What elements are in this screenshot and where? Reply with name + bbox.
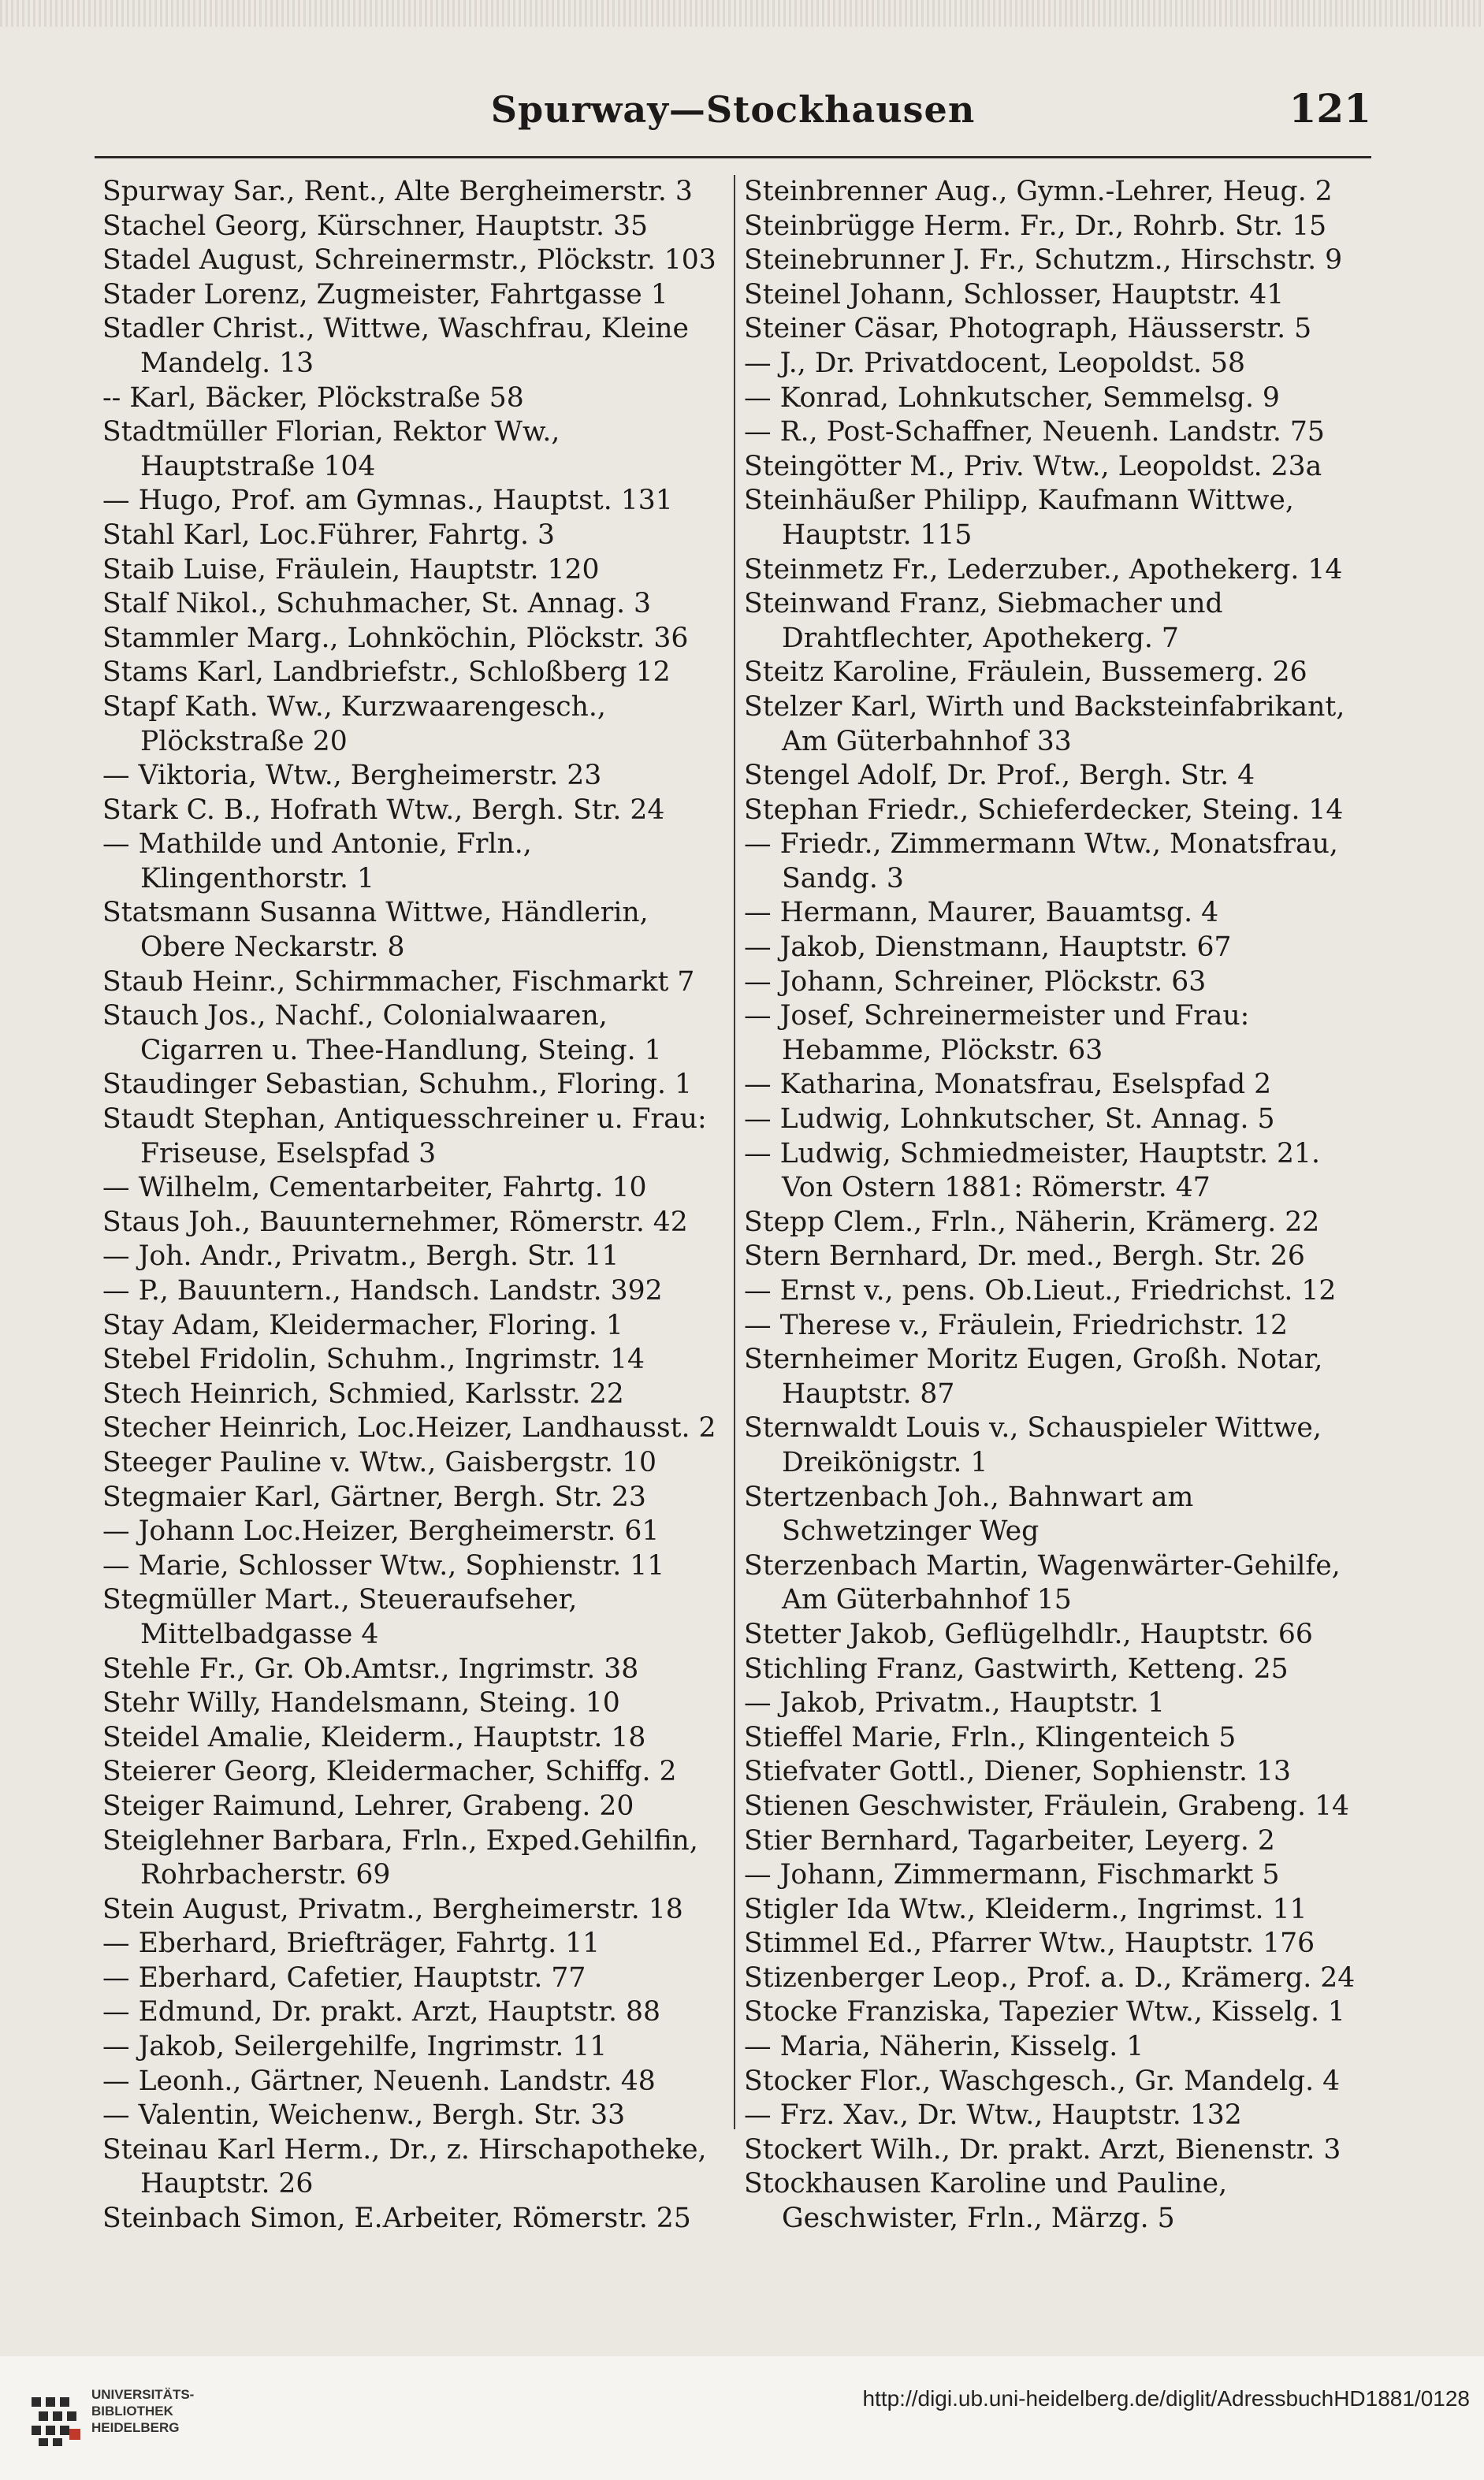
directory-entry: Stark C. B., Hofrath Wtw., Bergh. Str. 24 (102, 794, 665, 826)
directory-entry: Steinau Karl Herm., Dr., z. Hirschapotheke, Hauptstr. 26 (102, 2133, 707, 2200)
directory-entry: Stammler Marg., Lohnköchin, Plöckstr. 36 (102, 622, 689, 654)
header-rule (95, 156, 1371, 158)
directory-entry: — Friedr., Zimmermann Wtw., Monatsfrau, Sandg. 3 (744, 828, 1338, 894)
library-name-line: BIBLIOTHEK (91, 2404, 173, 2419)
directory-entry: — Ludwig, Schmiedmeister, Hauptstr. 21. Von Ostern 1881: Römerstr. 47 (744, 1137, 1321, 1204)
directory-entry: Stebel Fridolin, Schuhm., Ingrimstr. 14 (102, 1344, 645, 1376)
directory-entry: — Hugo, Prof. am Gymnas., Hauptst. 131 (102, 485, 673, 517)
directory-entry: — Maria, Näherin, Kisselg. 1 (744, 2031, 1144, 2063)
directory-entry: Steinbrenner Aug., Gymn.-Lehrer, Heug. 2 (744, 176, 1333, 207)
directory-entry: Sternwaldt Louis v., Schauspieler Wittwe, Dreikönigstr. 1 (744, 1412, 1322, 1478)
library-name (91, 2386, 194, 2436)
directory-entry: — Johann Loc.Heizer, Bergheimerstr. 61 (102, 1515, 660, 1548)
directory-entry: Stepp Clem., Frln., Näherin, Krämerg. 22 (744, 1206, 1320, 1238)
directory-entry: Stehr Willy, Handelsmann, Steing. 10 (102, 1687, 620, 1720)
directory-entry: — Ludwig, Lohnkutscher, St. Annag. 5 (744, 1103, 1275, 1136)
directory-entry: — Johann, Schreiner, Plöckstr. 63 (744, 965, 1207, 998)
directory-entry: Stier Bernhard, Tagarbeiter, Leyerg. 2 (744, 1824, 1275, 1857)
directory-entry: Steinbach Simon, E.Arbeiter, Römerstr. 25 (102, 2203, 691, 2235)
directory-entry: — Jakob, Dienstmann, Hauptstr. 67 (744, 931, 1232, 964)
footer (0, 2356, 1484, 2480)
directory-entry: Stech Heinrich, Schmied, Karlsstr. 22 (102, 1378, 624, 1410)
directory-entry: Staub Heinr., Schirmmacher, Fischmarkt 7 (102, 965, 695, 998)
directory-entry: Stalf Nikol., Schuhmacher, St. Annag. 3 (102, 588, 652, 620)
directory-entry: — Marie, Schlosser Wtw., Sophienstr. 11 (102, 1549, 665, 1582)
directory-entry: Stocker Flor., Waschgesch., Gr. Mandelg. 4 (744, 2065, 1341, 2097)
directory-entry: Stienen Geschwister, Fräulein, Grabeng. 14 (744, 1790, 1350, 1822)
directory-entry: Spurway Sar., Rent., Alte Bergheimerstr. 3 (102, 176, 693, 207)
directory-entry: Stegmaier Karl, Gärtner, Bergh. Str. 23 (102, 1481, 646, 1513)
directory-entry: Staus Joh., Bauunternehmer, Römerstr. 42 (102, 1206, 688, 1238)
directory-entry: Steinhäußer Philipp, Kaufmann Wittwe, Hauptstr. 115 (744, 485, 1294, 551)
directory-entry: — Katharina, Monatsfrau, Eselspfad 2 (744, 1069, 1272, 1101)
directory-entry: Steiger Raimund, Lehrer, Grabeng. 20 (102, 1790, 634, 1822)
directory-entry: Stadtmüller Florian, Rektor Ww., Hauptstraße 104 (102, 416, 560, 482)
directory-entry: Stern Bernhard, Dr. med., Bergh. Str. 26 (744, 1240, 1305, 1273)
directory-entry: Stetter Jakob, Geflügelhdlr., Hauptstr. 66 (744, 1618, 1313, 1650)
directory-entry: Stigler Ida Wtw., Kleiderm., Ingrimst. 11 (744, 1893, 1307, 1925)
directory-entry: Stertzenbach Joh., Bahnwart am Schwetzinger Weg (744, 1481, 1194, 1548)
directory-entry: Steeger Pauline v. Wtw., Gaisbergstr. 10 (102, 1446, 657, 1478)
directory-entry: Stahl Karl, Loc.Führer, Fahrtg. 3 (102, 519, 555, 551)
page-number: 121 (1289, 85, 1371, 132)
directory-entry: Stiefvater Gottl., Diener, Sophienstr. 13 (744, 1756, 1291, 1788)
directory-entry: Staudt Stephan, Antiquesschreiner u. Frau: Friseuse, Eselspfad 3 (102, 1103, 707, 1169)
directory-entry: -- Karl, Bäcker, Plöckstraße 58 (102, 381, 524, 414)
directory-entry: — Jakob, Seilergehilfe, Ingrimstr. 11 (102, 2031, 608, 2063)
right-column (744, 175, 1374, 2236)
directory-entry: Stimmel Ed., Pfarrer Wtw., Hauptstr. 176 (744, 1928, 1315, 1960)
directory-entry: Stocke Franziska, Tapezier Wtw., Kisselg. 1 (744, 1996, 1345, 2028)
directory-entry: Stadel August, Schreinermstr., Plöckstr. 103 (102, 244, 716, 277)
directory-entry: — Joh. Andr., Privatm., Bergh. Str. 11 (102, 1240, 619, 1273)
directory-entry: Staudinger Sebastian, Schuhm., Floring. 1 (102, 1069, 692, 1101)
directory-entry: Stader Lorenz, Zugmeister, Fahrtgasse 1 (102, 278, 668, 310)
directory-entry: Stelzer Karl, Wirth und Backsteinfabrikant, Am Güterbahnhof 33 (744, 690, 1345, 757)
directory-entry: Steinel Johann, Schlosser, Hauptstr. 41 (744, 278, 1285, 310)
directory-entry: — Therese v., Fräulein, Friedrichstr. 12 (744, 1309, 1288, 1341)
running-title: Spurway—Stockhausen (490, 88, 976, 131)
directory-entry: Stephan Friedr., Schieferdecker, Steing. 14 (744, 794, 1344, 826)
directory-entry: Stachel Georg, Kürschner, Hauptstr. 35 (102, 210, 649, 242)
directory-entry: — Eberhard, Cafetier, Hauptstr. 77 (102, 1961, 586, 1994)
directory-entry: Stecher Heinrich, Loc.Heizer, Landhausst. 2 (102, 1412, 716, 1444)
directory-entry: Steitz Karoline, Fräulein, Bussemerg. 26 (744, 656, 1307, 689)
directory-entry: — Ernst v., pens. Ob.Lieut., Friedrichst. 12 (744, 1275, 1337, 1307)
directory-entry: Sternheimer Moritz Eugen, Großh. Notar, Hauptstr. 87 (744, 1344, 1323, 1410)
directory-entry: Stehle Fr., Gr. Ob.Amtsr., Ingrimstr. 38 (102, 1653, 639, 1685)
directory-entry: — Konrad, Lohnkutscher, Semmelsg. 9 (744, 381, 1280, 414)
left-column (102, 175, 733, 2236)
directory-entry: Stay Adam, Kleidermacher, Floring. 1 (102, 1309, 623, 1341)
library-name-line: UNIVERSITÄTS- (91, 2387, 195, 2402)
library-name-line: HEIDELBERG (91, 2420, 180, 2435)
directory-entry: — Josef, Schreinermeister und Frau: Hebamme, Plöckstr. 63 (744, 1000, 1250, 1066)
directory-entry: Stein August, Privatm., Bergheimerstr. 18 (102, 1893, 683, 1925)
directory-entry: Steinebrunner J. Fr., Schutzm., Hirschstr. 9 (744, 244, 1343, 277)
directory-entry: — Hermann, Maurer, Bauamtsg. 4 (744, 897, 1219, 929)
directory-entry: Steinbrügge Herm. Fr., Dr., Rohrb. Str. 15 (744, 210, 1327, 242)
directory-entry: Steiner Cäsar, Photograph, Häusserstr. 5 (744, 313, 1312, 345)
directory-entry: Sterzenbach Martin, Wagenwärter-Gehilfe, Am Güterbahnhof 15 (744, 1549, 1341, 1616)
page-header (95, 79, 1371, 142)
directory-entry: Stams Karl, Landbriefstr., Schloßberg 12 (102, 656, 671, 689)
directory-entry: — Frz. Xav., Dr. Wtw., Hauptstr. 132 (744, 2099, 1242, 2132)
directory-entry: — R., Post-Schaffner, Neuenh. Landstr. 75 (744, 416, 1325, 448)
directory-entry: Steierer Georg, Kleidermacher, Schiffg. 2 (102, 1756, 677, 1788)
directory-entry: — Valentin, Weichenw., Bergh. Str. 33 (102, 2099, 626, 2132)
directory-entry: — P., Bauuntern., Handsch. Landstr. 392 (102, 1275, 663, 1307)
library-seal-icon (28, 2394, 84, 2449)
directory-entry: Steinwand Franz, Siebmacher und Drahtflechter, Apothekerg. 7 (744, 588, 1223, 654)
source-url-link[interactable]: http://digi.ub.uni-heidelberg.de/diglit/AdressbuchHD1881/0128 (862, 2386, 1470, 2411)
directory-entry: Staib Luise, Fräulein, Hauptstr. 120 (102, 553, 600, 586)
directory-entry: — Viktoria, Wtw., Bergheimerstr. 23 (102, 760, 602, 792)
directory-entry: — Wilhelm, Cementarbeiter, Fahrtg. 10 (102, 1172, 647, 1204)
directory-entry: Steiglehner Barbara, Frln., Exped.Gehilfin, Rohrbacherstr. 69 (102, 1824, 698, 1891)
directory-entry: Stichling Franz, Gastwirth, Ketteng. 25 (744, 1653, 1289, 1685)
directory-entry: Stegmüller Mart., Steueraufseher, Mittelbadgasse 4 (102, 1584, 578, 1650)
directory-entry: — J., Dr. Privatdocent, Leopoldst. 58 (744, 347, 1245, 379)
directory-entry: Stengel Adolf, Dr. Prof., Bergh. Str. 4 (744, 760, 1255, 792)
directory-entry: Stockhausen Karoline und Pauline, Geschwister, Frln., Märzg. 5 (744, 2168, 1228, 2235)
column-divider (734, 175, 735, 2129)
directory-entry: Stizenberger Leop., Prof. a. D., Krämerg. 24 (744, 1961, 1356, 1994)
directory-entry: — Edmund, Dr. prakt. Arzt, Hauptstr. 88 (102, 1996, 660, 2028)
directory-entry: Steingötter M., Priv. Wtw., Leopoldst. 23a (744, 450, 1322, 482)
directory-entry: — Jakob, Privatm., Hauptstr. 1 (744, 1687, 1166, 1720)
directory-entry: — Johann, Zimmermann, Fischmarkt 5 (744, 1859, 1280, 1891)
directory-entry: — Leonh., Gärtner, Neuenh. Landstr. 48 (102, 2065, 656, 2097)
directory-entry: Stauch Jos., Nachf., Colonialwaaren, Cigarren u. Thee-Handlung, Steing. 1 (102, 1000, 662, 1066)
directory-entry: — Eberhard, Briefträger, Fahrtg. 11 (102, 1928, 601, 1960)
directory-entry: Steinmetz Fr., Lederzuber., Apothekerg. 14 (744, 553, 1343, 586)
directory-entry: Steidel Amalie, Kleiderm., Hauptstr. 18 (102, 1721, 646, 1753)
directory-entry: — Mathilde und Antonie, Frln., Klingenthorstr. 1 (102, 828, 532, 894)
directory-entry: Stieffel Marie, Frln., Klingenteich 5 (744, 1721, 1237, 1753)
directory-entry: Stapf Kath. Ww., Kurzwaarengesch., Plöckstraße 20 (102, 690, 606, 757)
scan-edge (0, 0, 1484, 27)
directory-entry: Stadler Christ., Wittwe, Waschfrau, Kleine Mandelg. 13 (102, 313, 690, 379)
directory-entry: Stockert Wilh., Dr. prakt. Arzt, Bienenstr. 3 (744, 2133, 1341, 2166)
directory-entry: Statsmann Susanna Wittwe, Händlerin, Obere Neckarstr. 8 (102, 897, 649, 964)
